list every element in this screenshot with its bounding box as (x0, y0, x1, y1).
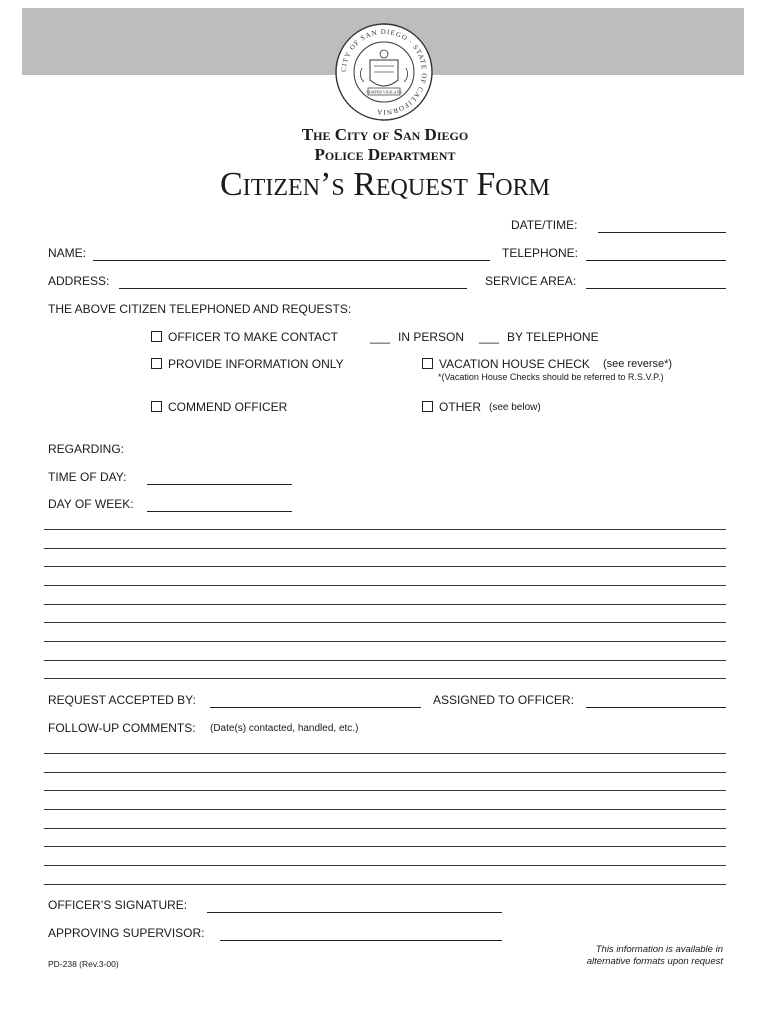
assigned-to-field[interactable] (586, 707, 726, 708)
day-of-week-field[interactable] (147, 511, 292, 512)
form-id: PD-238 (Rev.3-00) (48, 959, 119, 969)
service-area-field[interactable] (586, 288, 726, 289)
approving-supervisor-label: APPROVING SUPERVISOR: (48, 926, 205, 940)
officer-contact-checkbox[interactable] (151, 331, 162, 342)
followup-line[interactable] (44, 865, 726, 866)
name-label: NAME: (48, 246, 87, 260)
commend-officer-checkbox[interactable] (151, 401, 162, 412)
telephone-field[interactable] (586, 260, 726, 261)
assigned-to-label: ASSIGNED TO OFFICER: (433, 693, 574, 707)
datetime-field[interactable] (598, 232, 726, 233)
day-of-week-label: DAY OF WEEK: (48, 497, 134, 511)
followup-line[interactable] (44, 772, 726, 773)
other-note: (see below) (489, 402, 541, 413)
followup-line[interactable] (44, 809, 726, 810)
city-seal (334, 22, 434, 122)
followup-note: (Date(s) contacted, handled, etc.) (210, 723, 359, 734)
name-field[interactable] (93, 260, 490, 261)
regarding-line[interactable] (44, 585, 726, 586)
alt-formats-line1: This information is available in (595, 944, 723, 955)
followup-line[interactable] (44, 884, 726, 885)
in-person-blank[interactable]: ___ (370, 330, 391, 344)
above-citizen-label: THE ABOVE CITIZEN TELEPHONED AND REQUESTS: (48, 302, 352, 316)
datetime-label: DATE/TIME: (511, 218, 578, 232)
regarding-line[interactable] (44, 548, 726, 549)
provide-info-checkbox[interactable] (151, 358, 162, 369)
regarding-line[interactable] (44, 604, 726, 605)
regarding-line[interactable] (44, 566, 726, 567)
time-of-day-field[interactable] (147, 484, 292, 485)
address-label: ADDRESS: (48, 274, 110, 288)
in-person-label: IN PERSON (398, 330, 465, 344)
seal-motto: SEMPER VIGILANS (366, 89, 402, 95)
regarding-line[interactable] (44, 622, 726, 623)
followup-line[interactable] (44, 846, 726, 847)
telephone-label: TELEPHONE: (502, 246, 579, 260)
provide-info-label: PROVIDE INFORMATION ONLY (168, 357, 344, 371)
vacation-check-note: (see reverse*) (603, 358, 673, 370)
officer-signature-field[interactable] (207, 912, 502, 913)
regarding-line[interactable] (44, 678, 726, 679)
by-telephone-blank[interactable]: ___ (479, 330, 500, 344)
seal-text: CITY OF SAN DIEGO · STATE OF CALIFORNIA (339, 27, 429, 117)
followup-label: FOLLOW-UP COMMENTS: (48, 721, 196, 735)
alt-formats-line2: alternative formats upon request (586, 956, 723, 967)
followup-line[interactable] (44, 753, 726, 754)
vacation-footnote: *(Vacation House Checks should be referred to R.S.V.P.) (438, 372, 664, 382)
regarding-line[interactable] (44, 641, 726, 642)
regarding-line[interactable] (44, 660, 726, 661)
service-area-label: SERVICE AREA: (485, 274, 577, 288)
vacation-check-label: VACATION HOUSE CHECK (439, 357, 590, 371)
vacation-check-checkbox[interactable] (422, 358, 433, 369)
by-telephone-label: BY TELEPHONE (507, 330, 599, 344)
officer-contact-label: OFFICER TO MAKE CONTACT (168, 330, 339, 344)
officer-signature-label: OFFICER’S SIGNATURE: (48, 898, 188, 912)
other-label: OTHER (439, 400, 481, 414)
followup-line[interactable] (44, 828, 726, 829)
form-title: Citizen’s Request Form (220, 166, 550, 203)
approving-supervisor-field[interactable] (220, 940, 502, 941)
accepted-by-field[interactable] (210, 707, 421, 708)
regarding-label: REGARDING: (48, 442, 125, 456)
regarding-line[interactable] (44, 529, 726, 530)
address-field[interactable] (119, 288, 467, 289)
accepted-by-label: REQUEST ACCEPTED BY: (48, 693, 196, 707)
commend-officer-label: COMMEND OFFICER (168, 400, 288, 414)
other-checkbox[interactable] (422, 401, 433, 412)
city-name: The City of San Diego (301, 125, 469, 144)
time-of-day-label: TIME OF DAY: (48, 470, 127, 484)
department-name: Police Department (314, 145, 456, 164)
followup-line[interactable] (44, 790, 726, 791)
